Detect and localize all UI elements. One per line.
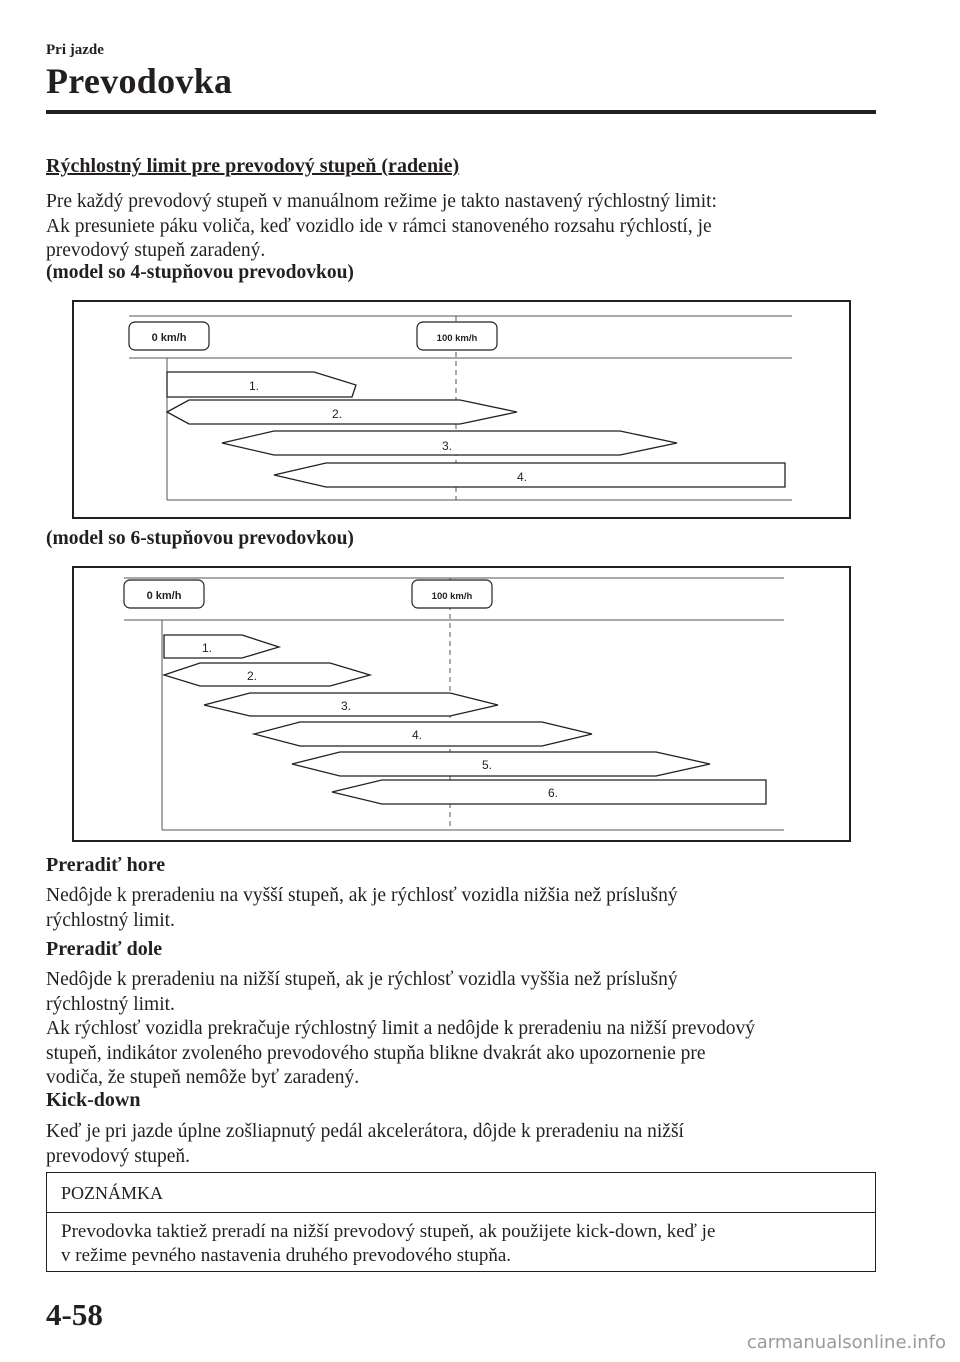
intro-line: Ak presuniete páku voliča, keď vozidlo ide v rámci stanoveného rozsahu rýchlostí, je [46,215,712,237]
speed-start-label: 0 km/h [151,332,187,344]
gear-diagram-6-svg [74,568,849,840]
title-rule [46,110,876,114]
note-line: Prevodovka taktiež preradí na nižší prevodový stupeň, ak použijete kick-down, keď je [61,1221,716,1242]
page-number: 4-58 [46,1297,103,1332]
gear-bar-2 [164,663,370,686]
gear-diagram-4-svg [74,302,849,517]
gear-label-6: 6. [548,786,559,800]
downshift-line: Ak rýchlosť vozidla prekračuje rýchlostný limit a nedôjde k preradeniu na nižší prevodový [46,1018,756,1039]
kickdown-heading: Kick-down [46,1089,141,1111]
intro-line: Pre každý prevodový stupeň v manuálnom režime je takto nastavený rýchlostný limit: [46,191,717,212]
upshift-heading: Preradiť hore [46,854,166,876]
gear-label-1: 1. [249,379,260,393]
speed-start-label: 0 km/h [146,590,182,602]
note-heading: POZNÁMKA [47,1173,875,1213]
downshift-line: Nedôjde k preradeniu na nižší stupeň, ak je rýchlosť vozidla vyššia než príslušný [46,969,678,990]
note-line: v režime pevného nastavenia druhého prevodového stupňa. [61,1245,512,1266]
gear-label-1: 1. [202,641,213,655]
upshift-text [46,884,876,933]
gear-label-2: 2. [332,407,343,421]
gear-bar-4 [254,722,592,746]
model4-label: (model so 4-stupňovou prevodovkou) [46,262,354,283]
gear-bar-1 [164,635,279,658]
gear-bar-4 [274,463,785,487]
upshift-line: Nedôjde k preradeniu na vyšší stupeň, ak je rýchlosť vozidla nižšia než príslušný [46,885,678,906]
upshift-line: rýchlostný limit. [46,909,175,931]
gear-diagram-4 [72,300,851,519]
note-box [46,1172,876,1272]
kickdown-line: Keď je pri jazde úplne zošliapnutý pedál akcelerátora, dôjde k preradeniu na nižší [46,1121,684,1142]
downshift-heading: Preradiť dole [46,938,163,960]
gear-label-4: 4. [517,470,528,484]
gear-label-2: 2. [247,669,258,683]
downshift-line: rýchlostný limit. [46,993,175,1015]
watermark: carmanualsonline.info [746,1332,946,1353]
gear-label-3: 3. [341,699,352,713]
intro-line: prevodový stupeň zaradený. [46,240,266,261]
gear-label-4: 4. [412,728,423,742]
speed-limit-intro [46,190,876,264]
section-label: Pri jazde [46,42,104,58]
gear-bar-5 [292,752,710,776]
page-title: Prevodovka [46,61,233,101]
downshift-line: stupeň, indikátor zvoleného prevodového stupňa blikne dvakrát ako upozornenie pre [46,1042,706,1064]
kickdown-text [46,1120,876,1169]
speed-limit-heading: Rýchlostný limit pre prevodový stupeň (radenie) [46,155,460,177]
gear-label-3: 3. [442,439,453,453]
gear-label-5: 5. [482,758,493,772]
gear-bar-1 [167,372,356,397]
speed-mark-label: 100 km/h [431,591,473,602]
downshift-text [46,968,876,1091]
kickdown-line: prevodový stupeň. [46,1145,191,1167]
speed-mark-label: 100 km/h [436,333,478,344]
model6-label: (model so 6-stupňovou prevodovkou) [46,528,354,549]
gear-diagram-6 [72,566,851,842]
downshift-line: vodiča, že stupeň nemôže byť zaradený. [46,1067,360,1088]
note-text [47,1213,875,1275]
